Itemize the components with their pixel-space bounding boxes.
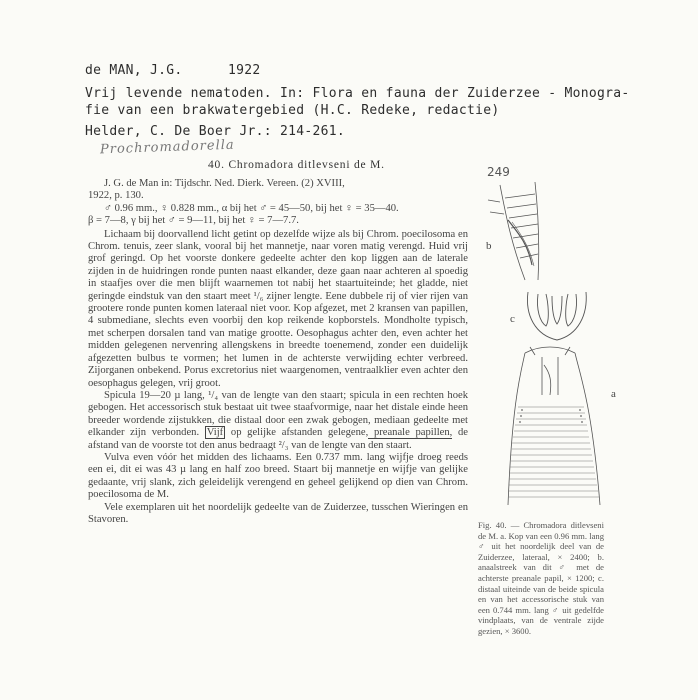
spicula-text: Spicula 19—20 µ lang, ¹/₄ van de lengte van den staart; spicula in een rechten hoek gebogen. Het accessorisch stuk bestaat uit twee staafvormige, naar het distale einde heen breeder wordende zijstukken, die distaal door een zwak gebogen, mediaan gedeelte met elkander zijn verbonden. — [88, 389, 468, 439]
measurements-line-2: β = 7—8, γ bij het ♂ = 9—11, bij het ♀ = 7—7.7. — [88, 215, 299, 227]
reference-line-1: J. G. de Man in: Tijdschr. Ned. Dierk. Vereen. (2) XVIII, — [104, 178, 345, 189]
vijf-text-2: de afstand van de voorste tot den anus bedraagt ²/₃ van de lengte van den staart. — [88, 427, 468, 451]
page-number: 249 — [487, 165, 510, 179]
figure-a-drawing — [500, 345, 610, 510]
citation-line-1: Vrij levende nematoden. In: Flora en fauna der Zuiderzee - Monogra- — [85, 86, 630, 101]
figure-label-a: a — [611, 388, 616, 400]
species-description — [88, 178, 468, 526]
figure-label-c: c — [510, 313, 515, 325]
figure-c-drawing — [520, 290, 595, 345]
figure-label-b: b — [486, 240, 492, 252]
measurements-line-1: ♂ 0.96 mm., ♀ 0.828 mm., α bij het ♂ = 45—50, bij het ♀ = 35—40. — [104, 202, 399, 214]
reference-line-2: 1922, p. 130. — [88, 190, 144, 202]
citation-author: de MAN, J.G. — [85, 63, 183, 78]
citation-line-2: fie van een brakwatergebied (H.C. Redeke, redactie) — [85, 103, 500, 118]
paragraph-vulva: Vulva even vóór het midden des lichaams. Een 0.737 mm. lang wijfje droeg reeds een ei, dit ei was 43 µ lang en half zoo breed. Staart bij mannetje en wijfje van gelijke gedaante, vrij slank, zich geleidelijk verengend en geheel gelijkend op dien van Chrom. poecilosoma de M. — [88, 451, 468, 501]
citation-year: 1922 — [228, 63, 261, 78]
figure-caption-text: Fig. 40. — Chromadora ditlevseni de M. a. Kop van een 0.96 mm. lang ♂ uit het noordelijk deel van de Zuiderzee, lateraal, × 2400; b. anaalstreek van dit ♂ met de achterste preanale papil, × 1200; c. distaal uiteinde van de beide spicula en van het accessorische stuk van een 0.744 mm. lang ♂ uit gedelfde vindplaats, van de ventrale zijde gezien, × 3600. — [478, 520, 604, 636]
figure-b-drawing — [480, 180, 580, 295]
paragraph-spicula — [88, 390, 468, 452]
handwritten-genus-note: Prochromadorella — [99, 137, 235, 158]
paragraph-body: Lichaam bij doorvallend licht getint op dezelfde wijze als bij Chrom. poecilosoma en Chrom. tenuis, zeer slank, vooral bij het mannetje, naar voren matig verengd. Huid vrij grof geringd. Op het voorste donkere gedeelte achter den kop liggen aan de laterale zijden in de huidringen ronde punten naast elkander, deze gaan naar achteren al spoedig in staafjes over die men blijft waarnemen tot nabij het staartuiteinde; het gladde, niet geringde eindstuk van den staart meet ¹/₆ zijner lengte. Eene dubbele rij of vier rijen van grootere ronde punten komen lateraal niet voor. Kop afgezet, met 2 kransen van papillen, 4 submediane, slechts even voorbij den kop reikende kopborstels. Mondholte typisch, met scherpen dorsalen tand van matige grootte. Oesophagus achter den, even achter het midden gelegenen nervenring allengskens in breedte toenemend, zonder een duidelijk afgezetten bulbus te vormen; het lumen in de achterste verwijding echter verbreed. Zijorganen onbekend. Porus excretorius niet waargenomen, ventraalklier even achter den oesophagus gelegen, vrij groot. — [88, 228, 468, 389]
vijf-boxed-word: Vijf — [206, 427, 224, 439]
vijf-text-1: op gelijke afstanden gelegene, — [225, 427, 369, 439]
paragraph-locality: Vele exemplaren uit het noordelijk gedeelte van de Zuiderzee, tusschen Wieringen en Stavoren. — [88, 501, 468, 525]
preanal-papillae-underlined: preanale papillen, — [368, 427, 453, 439]
figure-caption — [478, 520, 604, 637]
citation-pages: Helder, C. De Boer Jr.: 214-261. — [85, 124, 346, 139]
section-title: 40. Chromadora ditlevseni de M. — [208, 159, 385, 171]
